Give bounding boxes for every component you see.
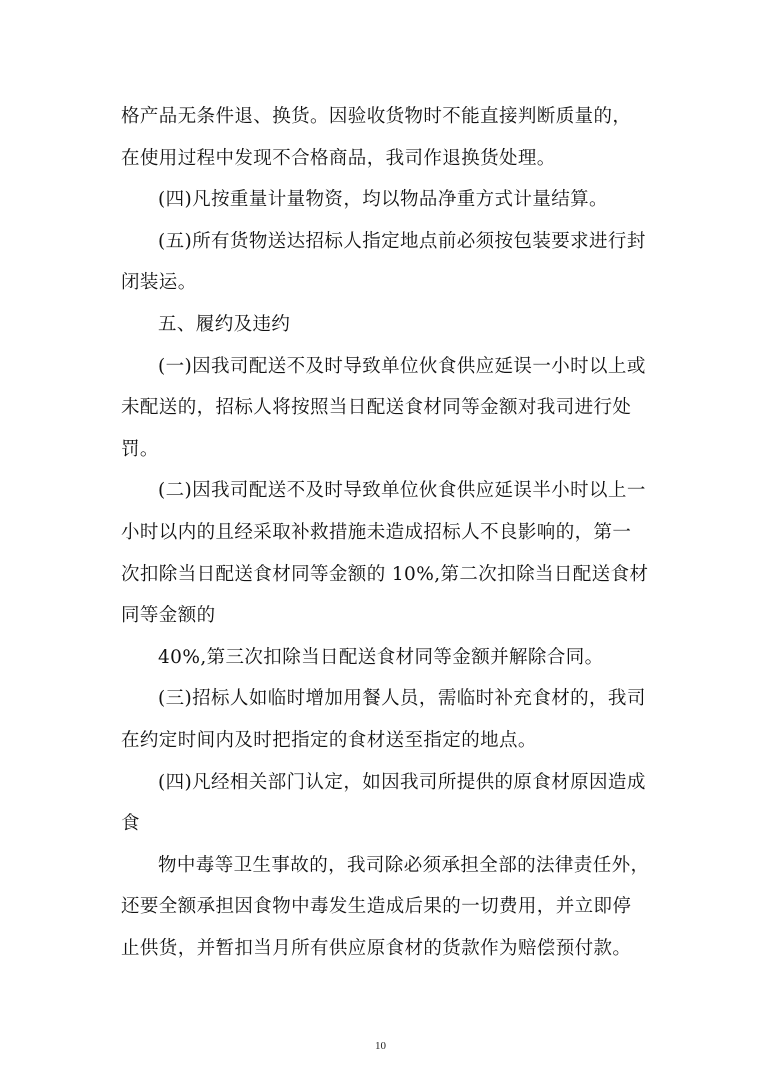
text-line: 次扣除当日配送食材同等金额的 10%,第二次扣除当日配送食材 [121,563,649,585]
page-number: 10 [375,1040,386,1052]
text-line: (一)因我司配送不及时导致单位伙食供应延误一小时以上或 [158,355,646,377]
text-line: 40%,第三次扣除当日配送食材同等金额并解除合同。 [158,646,604,668]
text-line: 在使用过程中发现不合格商品，我司作退换货处理。 [121,147,556,169]
text-line: 同等金额的 [121,605,216,627]
text-line: 在约定时间内及时把指定的食材送至指定的地点。 [121,729,537,751]
text-line: (四)凡按重量计量物资，均以物品净重方式计量结算。 [158,189,608,211]
body-text [121,96,650,969]
text-line: 未配送的，招标人将按照当日配送食材同等金额对我司进行处 [121,397,632,419]
text-line: (二)因我司配送不及时导致单位伙食供应延误半小时以上一 [158,480,646,502]
text-line: (三)招标人如临时增加用餐人员，需临时补充食材的，我司 [158,688,646,710]
text-line: 止供货，并暂扣当月所有供应原食材的货款作为赔偿预付款。 [121,937,632,959]
text-line: 小时以内的且经采取补救措施未造成招标人不良影响的，第一 [121,521,632,543]
text-line: (四)凡经相关部门认定，如因我司所提供的原食材原因造成 [158,771,646,793]
section-heading: 五、履约及违约 [158,313,291,335]
text-line: 还要全额承担因食物中毒发生造成后果的一切费用，并立即停 [121,896,632,918]
text-line: 罚。 [121,438,159,460]
text-line: 食 [121,813,140,835]
text-line: 闭装运。 [121,272,197,294]
text-line: 格产品无条件退、换货。因验收货物时不能直接判断质量的， [121,106,632,127]
text-line: 物中毒等卫生事故的，我司除必须承担全部的法律责任外， [158,854,650,876]
text-line: (五)所有货物送达招标人指定地点前必须按包装要求进行封 [158,230,646,252]
